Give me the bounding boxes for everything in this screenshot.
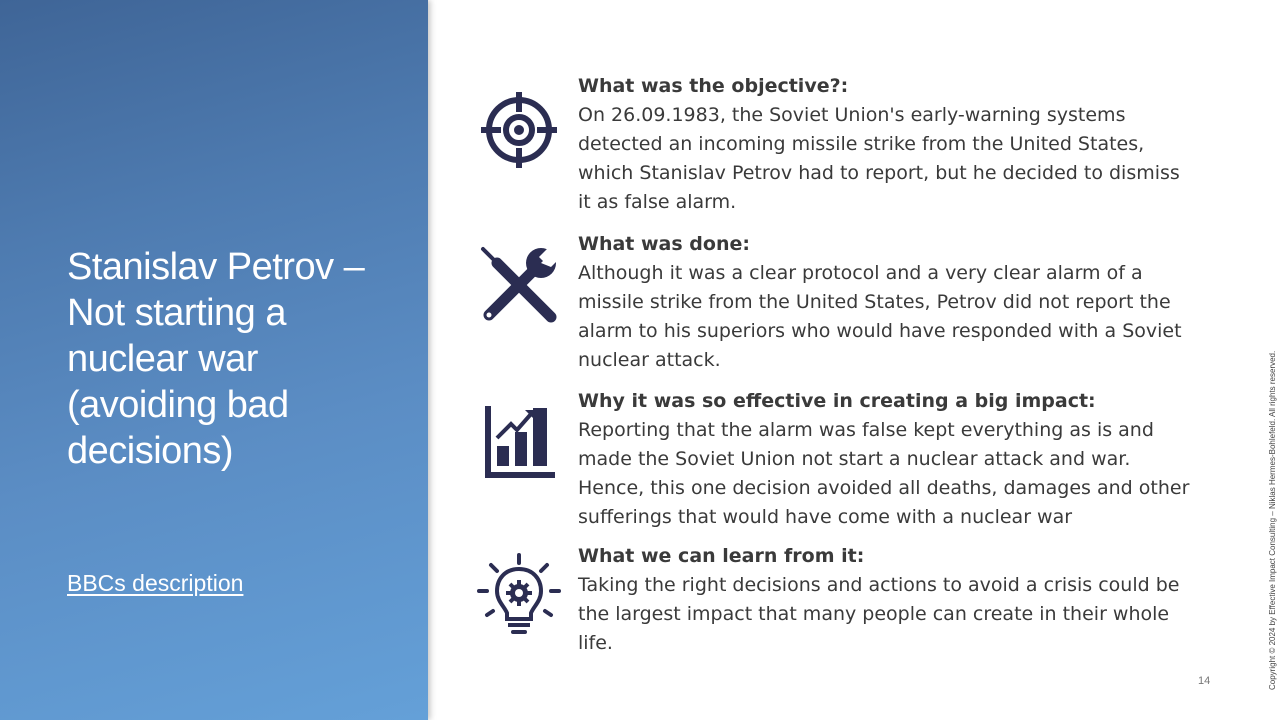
section-impact — [578, 387, 1198, 532]
section-heading: What was the objective?: — [578, 75, 849, 97]
section-body: On 26.09.1983, the Soviet Union's early-warning systems detected an incoming missile strike from the United States, which Stanislav Petrov had to report, but he decided to dismiss it as false alarm. — [578, 104, 1180, 213]
section-objective — [578, 72, 1198, 217]
growth-chart-icon — [477, 400, 561, 484]
section-heading: What was done: — [578, 233, 750, 255]
section-body: Although it was a clear protocol and a very clear alarm of a missile strike from the United States, Petrov did not report the alarm to his superiors who would have responded with a Soviet nuclear attack. — [578, 262, 1182, 371]
title-panel — [0, 0, 428, 720]
section-what-was-done — [578, 230, 1198, 375]
slide-title-line1: Stanislav Petrov – — [67, 246, 365, 288]
tools-icon — [477, 243, 561, 327]
lightbulb-gear-icon — [477, 553, 561, 637]
target-icon — [477, 88, 561, 172]
section-heading: Why it was so effective in creating a big impact: — [578, 390, 1096, 412]
slide-title-line2: Not starting a nuclear war (avoiding bad decisions) — [67, 292, 289, 472]
section-body: Reporting that the alarm was false kept everything as is and made the Soviet Union not start a nuclear attack and war. Hence, this one decision avoided all deaths, damages and other sufferings that would have come with a nuclear war — [578, 419, 1190, 528]
section-learnings — [578, 542, 1198, 658]
page-number: 14 — [1198, 675, 1211, 687]
section-heading: What we can learn from it: — [578, 545, 865, 567]
bbc-description-link[interactable]: BBCs description — [67, 570, 244, 596]
slide-title — [67, 244, 412, 474]
copyright-notice: Copyright © 2024 by Effective Impact Consulting – Niklas Hermes-Bohlefeld. All rights reserved. — [1268, 350, 1277, 690]
section-body: Taking the right decisions and actions to avoid a crisis could be the largest impact that many people can create in their whole life. — [578, 574, 1180, 654]
